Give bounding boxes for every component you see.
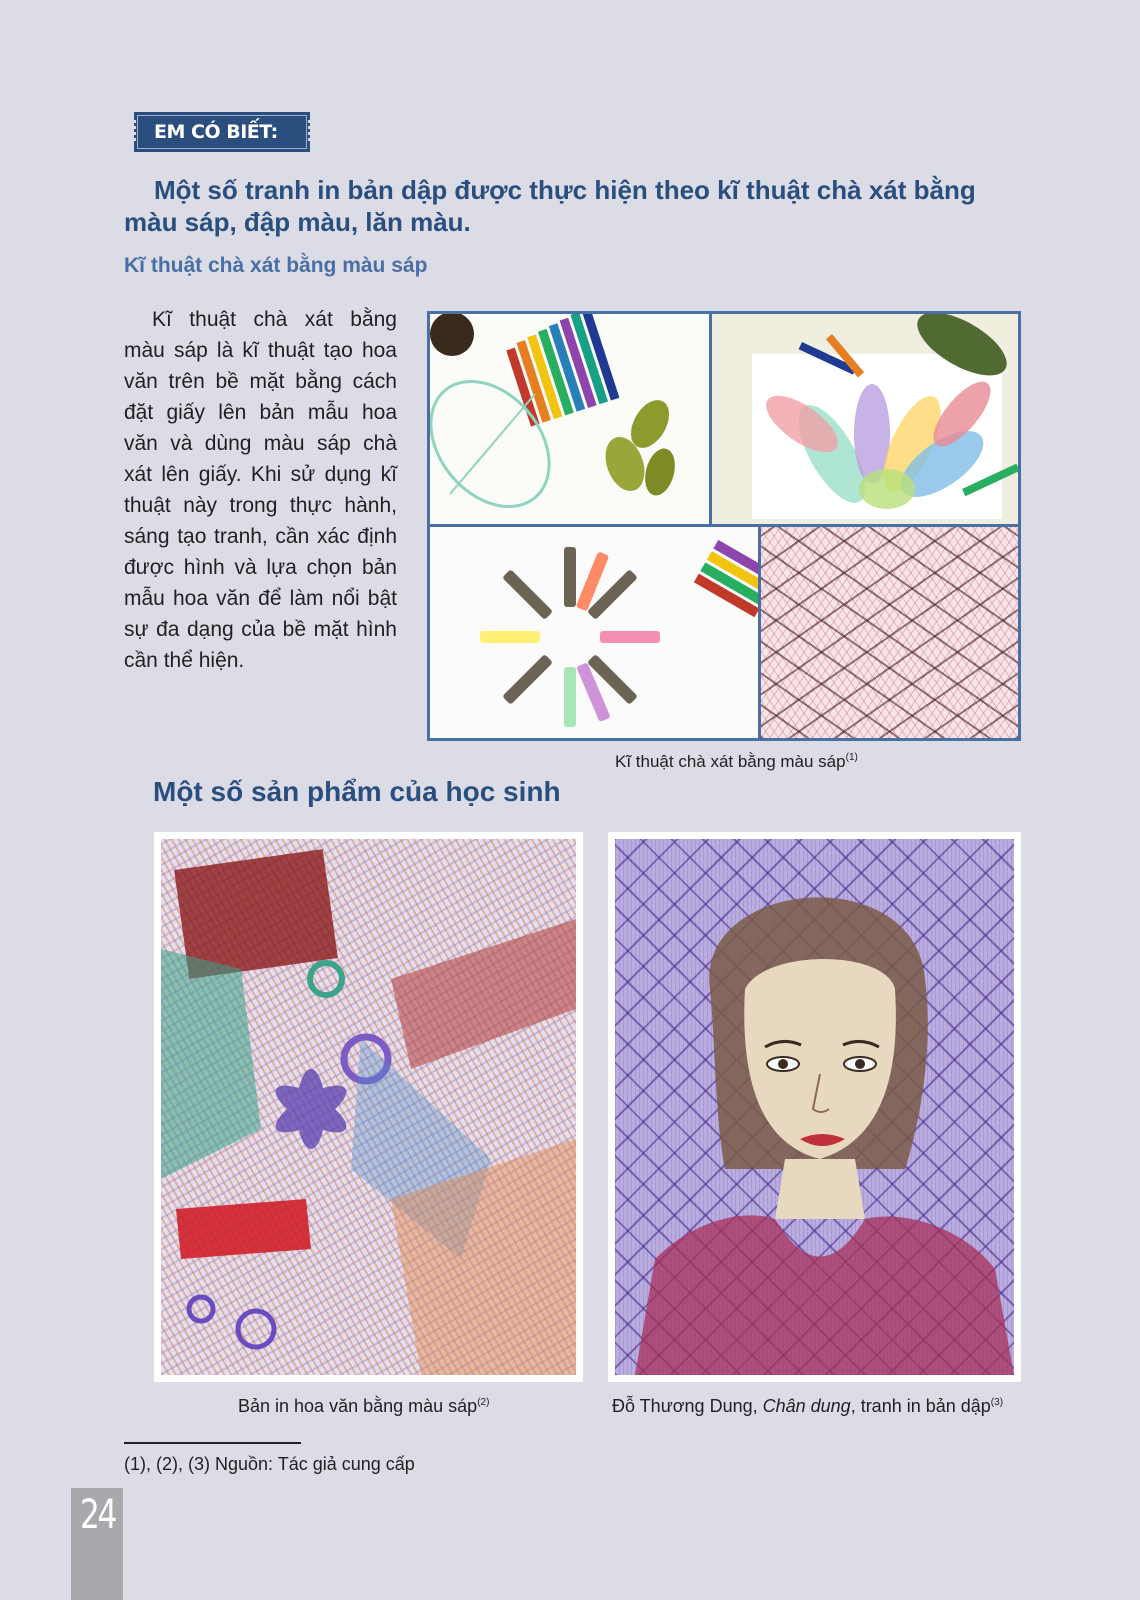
net-rubbing-photo bbox=[761, 527, 1018, 738]
collage-caption: Kĩ thuật chà xát bằng màu sáp$^{(1)}$ bbox=[615, 752, 858, 771]
artwork1-caption: Bản in hoa văn bằng màu sáp$^{(2)}$ bbox=[238, 1396, 490, 1416]
source-footnote: (1), (2), (3) Nguồn: Tác giả cung cấp bbox=[124, 1454, 415, 1474]
artwork2-caption: Đỗ Thương Dung, Chân dung, tranh in bản dập$^{(3)}$ bbox=[612, 1396, 1004, 1416]
pattern-print-artwork bbox=[154, 832, 583, 1382]
intro-heading: Một số tranh in bản dập được thực hiện theo kĩ thuật chà xát bằng màu sáp, đập màu, lăn màu. bbox=[124, 175, 976, 237]
student-products-heading: Một số sản phẩm của học sinh bbox=[153, 776, 561, 807]
crayon-rubbing-photo-collage bbox=[427, 311, 1021, 741]
technique-subheading: Kĩ thuật chà xát bằng màu sáp bbox=[124, 254, 428, 277]
portrait-print-artwork bbox=[608, 832, 1021, 1382]
leaf-rubbing-photo bbox=[430, 314, 709, 524]
em-co-biet-badge: EM CÓ BIẾT: bbox=[134, 112, 310, 152]
key-rubbing-photo bbox=[430, 527, 758, 738]
technique-paragraph: Kĩ thuật chà xát bằng màu sáp là kĩ thuật tạo hoa văn trên bề mặt bằng cách đặt giấy lên bản mẫu hoa văn và dùng màu sáp chà xát lên giấy. Khi sử dụng kĩ thuật này trong thực hành, sáng tạo tranh, cần xác định được hình và lựa chọn bản mẫu hoa văn để làm nổi bật sự đa dạng của bề mặt hình cần thể hiện. bbox=[124, 308, 397, 672]
leaf-rubbing-artwork-photo bbox=[712, 314, 1018, 524]
page-number: 24 bbox=[80, 1492, 116, 1538]
footnote-divider bbox=[124, 1442, 301, 1444]
